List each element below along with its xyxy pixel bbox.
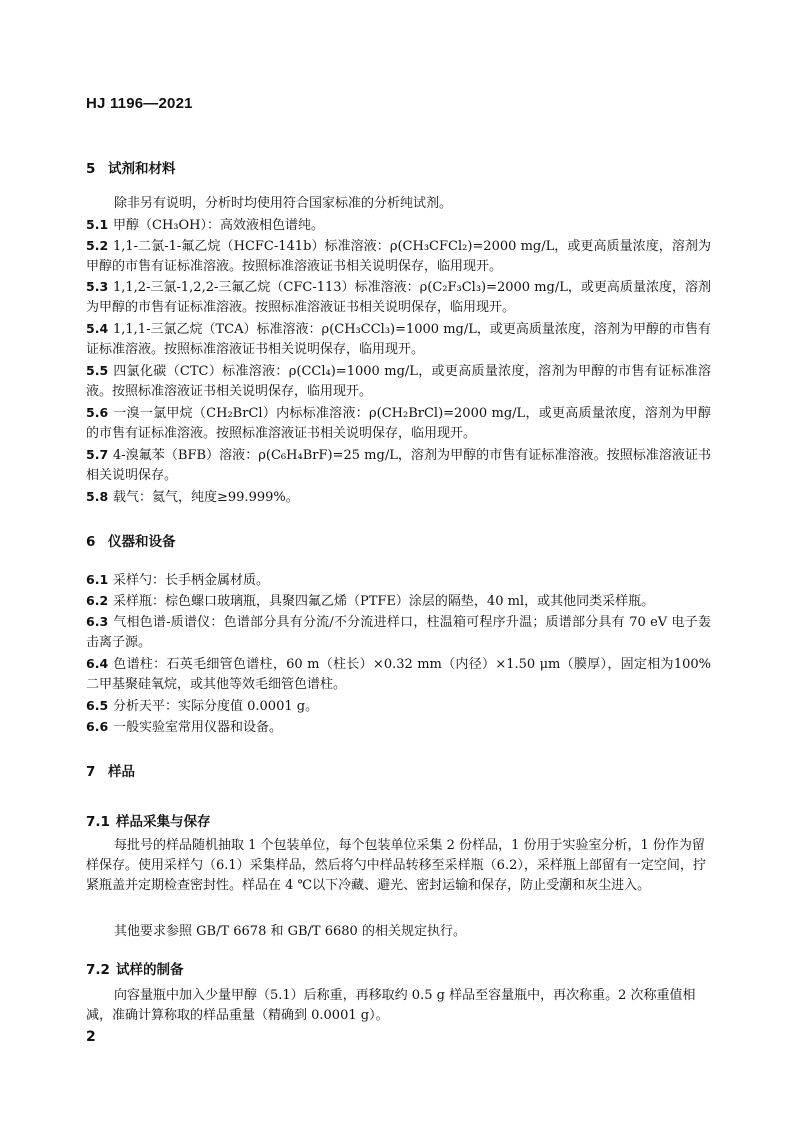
section-number: 5 — [86, 161, 96, 177]
clause-number: 6.5 — [86, 698, 109, 713]
clause-text: 色谱柱：石英毛细管色谱柱，60 m（柱长）×0.32 mm（内径）×1.50 μm（膜厚），固定相为100%二甲基聚硅氧烷，或其他等效毛细管色谱柱。 — [86, 657, 711, 692]
section-heading-7-2 — [86, 958, 184, 978]
section-number: 7.1 — [86, 814, 110, 830]
clause-text: 1,1,2-三氯-1,2,2-三氟乙烷（CFC-113）标准溶液：ρ(C₂F₃Cl₃)=2000 mg/L，或更高质量浓度，溶剂为甲醇的市售有证标准溶液。按照标准溶液证书相关说明保存，临用现开。 — [86, 280, 711, 315]
clause-6-6 — [86, 717, 711, 738]
section-heading-5 — [86, 157, 176, 177]
section-number: 7.2 — [86, 962, 110, 978]
clause-text: 4-溴氟苯（BFB）溶液：ρ(C₆H₄BrF)=25 mg/L，溶剂为甲醇的市售有证标准溶液。按照标准溶液证书相关说明保存。 — [86, 448, 711, 483]
section-title: 仪器和设备 — [108, 534, 176, 550]
clause-number: 5.8 — [86, 489, 109, 504]
clause-6-2 — [86, 591, 711, 612]
clause-text: 一溴一氯甲烷（CH₂BrCl）内标标准溶液：ρ(CH₂BrCl)=2000 mg/L，或更高质量浓度，溶剂为甲醇的市售有证标准溶液。按照标准溶液证书相关说明保存，临用现开。 — [86, 406, 711, 441]
section-title: 试剂和材料 — [108, 161, 176, 177]
clause-number: 5.3 — [86, 279, 109, 294]
clause-6-4 — [86, 654, 711, 695]
clause-text: 1,1,1-三氯乙烷（TCA）标准溶液：ρ(CH₃CCl₃)=1000 mg/L，或更高质量浓度，溶剂为甲醇的市售有证标准溶液。按照标准溶液证书相关说明保存，临用现开。 — [86, 322, 711, 357]
clause-5-1 — [86, 215, 711, 236]
page-number: 2 — [86, 1029, 96, 1045]
clause-5-8 — [86, 487, 711, 508]
clause-5-7 — [86, 445, 711, 486]
section-5-intro: 除非另有说明，分析时均使用符合国家标准的分析纯试剂。 — [114, 196, 453, 211]
clause-text: 采样瓶：棕色螺口玻璃瓶，具聚四氟乙烯（PTFE）涂层的隔垫，40 ml，或其他同类采样瓶。 — [113, 594, 655, 609]
clause-6-3 — [86, 612, 711, 653]
clause-text: 四氯化碳（CTC）标准溶液：ρ(CCl₄)=1000 mg/L，或更高质量浓度，溶剂为甲醇的市售有证标准溶液。按照标准溶液证书相关说明保存，临用现开。 — [86, 364, 711, 399]
clause-text: 分析天平：实际分度值 0.0001 g。 — [113, 699, 319, 714]
clause-text: 甲醇（CH₃OH）：高效液相色谱纯。 — [113, 218, 324, 233]
section-7-1-para-1: 每批号的样品随机抽取 1 个包装单位，每个包装单位采集 2 份样品，1 份用于实验室分析，1 份作为留样保存。使用采样勺（6.1）采集样品，然后将勺中样品转移至采样瓶（6.2），采样瓶上部留有一定空间，拧紧瓶盖并定期检查密封性。样品在 4 ℃以下冷藏、避光、密封运输和保存，防止受潮和灰尘进入。 — [86, 838, 706, 893]
clause-number: 6.6 — [86, 719, 109, 734]
clause-number: 6.1 — [86, 572, 109, 587]
clause-number: 6.4 — [86, 656, 109, 671]
clause-number: 5.7 — [86, 447, 109, 462]
standard-id-header: HJ 1196—2021 — [86, 95, 193, 112]
clause-6-5 — [86, 696, 711, 717]
section-heading-6 — [86, 530, 176, 550]
clause-5-2 — [86, 236, 711, 277]
clause-text: 1,1-二氯-1-氟乙烷（HCFC-141b）标准溶液：ρ(CH₃CFCl₂)=2000 mg/L，或更高质量浓度，溶剂为甲醇的市售有证标准溶液。按照标准溶液证书相关说明保存，临用现开。 — [86, 239, 711, 274]
clause-number: 5.2 — [86, 238, 109, 253]
clause-text: 气相色谱-质谱仪：色谱部分具有分流/不分流进样口，柱温箱可程序升温；质谱部分具有 70 eV 电子轰击离子源。 — [86, 615, 711, 650]
clause-number: 5.5 — [86, 363, 109, 378]
section-title: 试样的制备 — [116, 962, 184, 978]
section-title: 样品采集与保存 — [116, 814, 211, 830]
clause-5-5 — [86, 361, 711, 402]
section-heading-7-1 — [86, 810, 211, 830]
section-heading-7 — [86, 760, 135, 780]
clause-number: 5.6 — [86, 405, 109, 420]
clause-5-6 — [86, 403, 711, 444]
clause-5-3 — [86, 277, 711, 318]
section-7-1-para-2: 其他要求参照 GB/T 6678 和 GB/T 6680 的相关规定执行。 — [114, 924, 466, 939]
clause-5-4 — [86, 319, 711, 360]
clause-number: 5.1 — [86, 217, 109, 232]
section-7-2-para-1: 向容量瓶中加入少量甲醇（5.1）后称重，再移取约 0.5 g 样品至容量瓶中，再次称重。2 次称重值相减，准确计算称取的样品重量（精确到 0.0001 g）。 — [86, 988, 696, 1023]
section-number: 7 — [86, 764, 96, 780]
section-title: 样品 — [108, 764, 135, 780]
section-number: 6 — [86, 534, 96, 550]
clause-number: 5.4 — [86, 321, 109, 336]
clause-number: 6.2 — [86, 593, 109, 608]
clause-number: 6.3 — [86, 614, 109, 629]
clause-text: 载气：氦气，纯度≥99.999%。 — [113, 490, 299, 505]
clause-text: 一般实验室常用仪器和设备。 — [113, 720, 283, 735]
clause-6-1 — [86, 570, 711, 591]
clause-text: 采样勺：长手柄金属材质。 — [113, 573, 270, 588]
